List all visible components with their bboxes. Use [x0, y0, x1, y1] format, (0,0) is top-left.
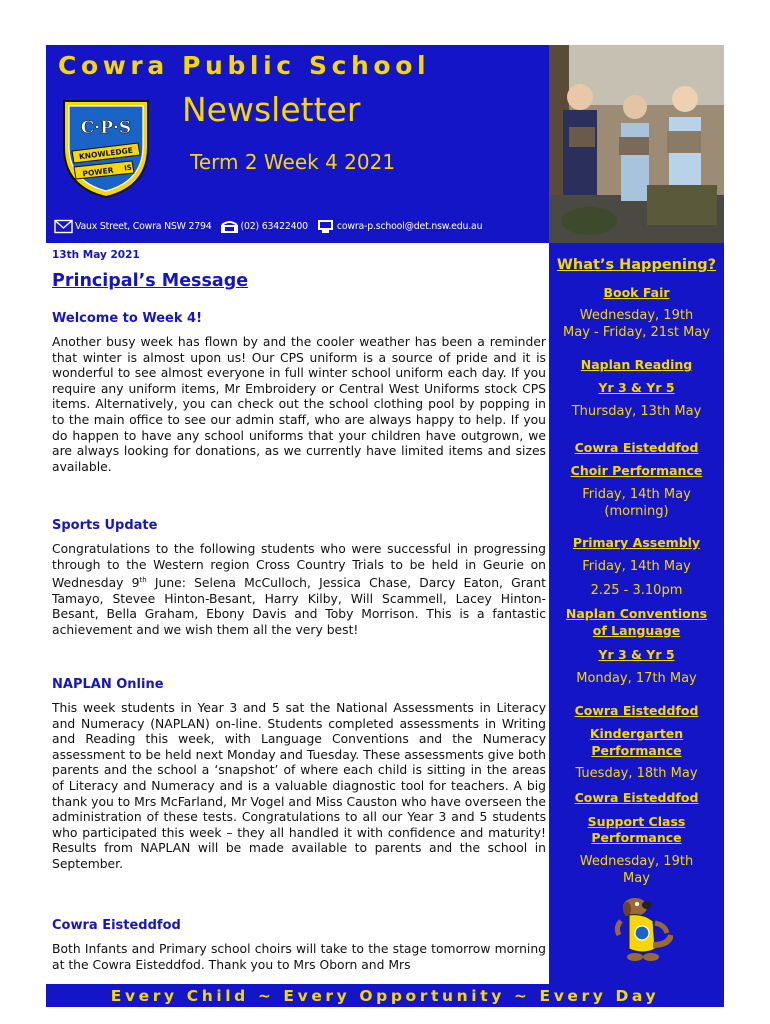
sidebar-event: Cowra Eisteddfod	[574, 703, 699, 718]
sidebar-date: Friday, 14th May	[582, 487, 691, 502]
school-name: Cowra Public School	[58, 51, 431, 80]
sports-heading: Sports Update	[52, 518, 158, 533]
sidebar-date: May - Friday, 21st May	[563, 325, 710, 340]
principals-message-title: Principal’s Message	[52, 271, 249, 291]
footer-motto-bar	[46, 984, 724, 1007]
sidebar-date: Friday, 14th May	[582, 559, 691, 574]
sidebar-date: Thursday, 13th May	[571, 404, 702, 419]
sidebar-date: Tuesday, 18th May	[575, 766, 698, 781]
newsletter-header	[46, 45, 549, 243]
sports-text-part1: Congratulations to the following students who were successful in progressing through to the Western region Cross Country Trials to be held in Geurie on Wednesday 9	[52, 542, 546, 591]
sidebar-event: Primary Assembly	[572, 535, 701, 550]
sidebar-event: Yr 3 & Yr 5	[598, 380, 675, 395]
sports-text-sup: th	[139, 576, 147, 585]
sidebar-date: Wednesday, 19th	[579, 854, 694, 869]
sidebar-date: May	[623, 871, 650, 886]
sidebar-title: What’s Happening?	[556, 257, 717, 273]
sidebar-event: Choir Performance	[570, 463, 703, 478]
contact-bar	[54, 217, 482, 235]
sidebar-event: Naplan Conventions	[565, 606, 708, 621]
naplan-heading: NAPLAN Online	[52, 677, 164, 692]
sidebar-date: Monday, 17th May	[576, 671, 697, 686]
sidebar-date: Wednesday, 19th	[579, 308, 694, 323]
mascot-icon	[613, 895, 673, 963]
crest-motto-is: IS	[123, 163, 133, 173]
sidebar-event: Cowra Eisteddfod	[574, 790, 699, 805]
issue-date: 13th May 2021	[52, 249, 140, 261]
phone-icon	[220, 219, 240, 234]
eisteddfod-heading: Cowra Eisteddfod	[52, 918, 181, 933]
crest-letters: C·P·S	[80, 118, 132, 138]
newsletter-term: Term 2 Week 4 2021	[190, 150, 396, 174]
contact-email: cowra-p.school@det.nsw.edu.au	[336, 220, 483, 232]
sidebar-event: of Language	[592, 623, 681, 638]
welcome-heading: Welcome to Week 4!	[52, 311, 203, 326]
sidebar-event: Naplan Reading	[580, 357, 693, 372]
sidebar-event: Performance	[591, 830, 682, 845]
sidebar-event: Yr 3 & Yr 5	[598, 647, 675, 662]
sidebar-date: (morning)	[604, 504, 669, 519]
sidebar-event: Kindergarten	[589, 726, 684, 741]
crest-motto-top: KNOWLEDGE	[78, 145, 134, 162]
naplan-text: This week students in Year 3 and 5 sat the National Assessments in Literacy and Numeracy (NAPLAN) on-line. Students completed assessments in Writing and Reading this week, with Language Conventions and the Numeracy assessment to be held next Monday and Tuesday. These assessments give both parents and the school a ‘snapshot’ of where each child is sitting in the areas of Literacy and Numeracy and is a valuable diagnostic tool for teachers. A big thank you to Mrs McFarland, Mr Vogel and Miss Causton who have overseen the administration of these tests. Congratulations to all our Year 3 and 5 students who participated this week – they all handled it with confidence and maturity! Results from NAPLAN will be made available to parents and the school in September.	[52, 701, 546, 871]
students-photo	[549, 45, 724, 243]
main-content	[52, 249, 546, 984]
sidebar-event: Support Class	[587, 814, 686, 829]
contact-address: Vaux Street, Cowra NSW 2794	[75, 220, 212, 232]
crest-motto-bottom: POWER	[82, 165, 114, 179]
envelope-icon	[54, 219, 74, 234]
footer-motto: Every Child ~ Every Opportunity ~ Every Day	[110, 986, 660, 1005]
computer-icon	[316, 219, 336, 234]
sidebar-event: Cowra Eisteddfod	[574, 440, 699, 455]
contact-phone: (02) 63422400	[240, 220, 308, 232]
newsletter-title: Newsletter	[182, 90, 361, 129]
welcome-text: Another busy week has flown by and the cooler weather has been a reminder that winter is almost upon us! Our CPS uniform is a source of pride and it is wonderful to see almost everyone in full winter school uniform each day. If you require any uniform items, Mr Embroidery or Central West Uniforms stock CPS items. Alternatively, you can check out the school clothing pool by popping in to the main office to see our admin staff, who are always happy to help. If you do happen to have any school uniforms that your children have outgrown, we are always looking for donations, as we currently have limited items and sizes available.	[52, 335, 546, 474]
sports-text-part2: June: Selena McCulloch, Jessica Chase, Darcy Eaton, Grant Tamayo, Stevee Hinton-Besant, Harry Kilby, Will Scammell, Lacey Hinton-Besant, Bella Graham, Ebony Davis and Toby Morrison. This is a fantastic achievement and we wish them all the very best!	[52, 576, 546, 638]
sidebar-event: Book Fair	[603, 285, 670, 300]
whats-happening-sidebar	[549, 243, 724, 984]
school-crest-logo	[62, 99, 150, 199]
sidebar-event: Performance	[591, 743, 682, 758]
sports-text	[52, 542, 546, 639]
sidebar-date: 2.25 - 3.10pm	[590, 583, 683, 598]
eisteddfod-text: Both Infants and Primary school choirs will take to the stage tomorrow morning at the Cowra Eisteddfod. Thank you to Mrs Oborn and Mrs	[52, 942, 546, 972]
